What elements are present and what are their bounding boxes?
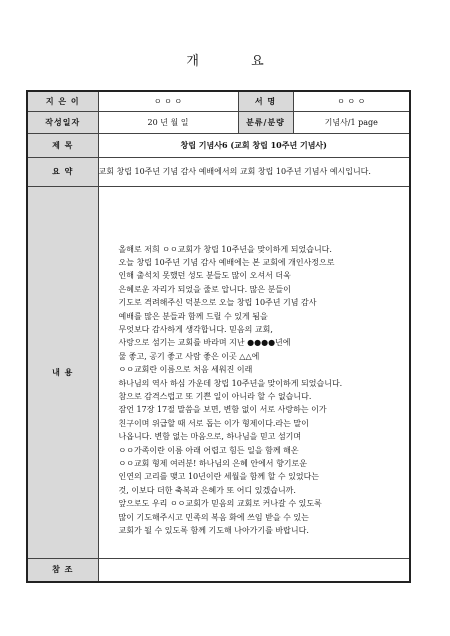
- content-text: [99, 207, 410, 538]
- content-line: 참으로 감격스럽고 또 기쁜 일이 아니라 할 수 없습니다.: [118, 392, 312, 401]
- content-line: 교회가 될 수 있도록 함께 기도해 나아가기를 바랍니다.: [118, 526, 309, 536]
- book-title-value: ㅇ ㅇ ㅇ: [293, 91, 410, 111]
- content-body: [98, 186, 410, 558]
- reference-label: 참 조: [27, 558, 98, 582]
- subject-row: [27, 133, 410, 157]
- content-line: ㅇㅇ교회란 이름으로 처음 세워진 이래: [118, 365, 253, 375]
- content-line: ㅇㅇ가족이란 이름 아래 어렵고 힘든 일을 함께 해온: [118, 445, 299, 455]
- category-value: 기념사/1 page: [293, 111, 410, 133]
- author-value: ㅇ ㅇ ㅇ: [98, 91, 238, 111]
- content-line: 것, 이보다 더한 축복과 은혜가 또 어디 있겠습니까.: [118, 485, 296, 495]
- content-line: ㅇㅇ교회 형제 여러분! 하나님의 은혜 안에서 향기로운: [118, 459, 307, 469]
- date-value: 20 년 월 일: [98, 111, 238, 133]
- header-row-date: [27, 111, 410, 133]
- content-row: [27, 186, 410, 558]
- content-line: 기도로 격려해주신 덕분으로 오늘 창립 10주년 기념 감사: [118, 298, 317, 308]
- summary-row: [27, 157, 410, 186]
- category-label: 분류/분량: [238, 111, 293, 133]
- content-line: 잠언 17장 17절 말씀을 보면, 변함 없이 서로 사랑하는 이가: [118, 405, 327, 415]
- content-line: 나옵니다. 변함 없는 마음으로, 하나님을 믿고 섬기며: [118, 432, 302, 442]
- content-label: 내 용: [27, 186, 98, 558]
- content-line: 사랑으로 섬기는 교회를 바라며 지난 ●●●●년에: [118, 338, 291, 348]
- content-line: 은혜로운 자리가 되었을 줄로 압니다. 많은 분들이: [118, 284, 291, 294]
- subject-label: 제 목: [27, 133, 98, 157]
- reference-value: [98, 558, 410, 582]
- content-line: 인연의 고리를 맺고 10년이란 세월을 함께 할 수 있었다는: [118, 472, 320, 482]
- page-title: 개 요: [186, 54, 288, 69]
- summary-label: 요 약: [27, 157, 98, 186]
- content-line: 인해 출석치 못했던 성도 분들도 많이 오셔서 더욱: [118, 271, 291, 281]
- content-line: 예배를 많은 분들과 함께 드릴 수 있게 됨을: [118, 311, 268, 321]
- header-row-author: [27, 91, 410, 111]
- subject-value: 창립 기념사6 (교회 창립 10주년 기념사): [98, 133, 410, 157]
- content-line: 친구이며 위급할 때 서로 돕는 이가 형제이다.라는 말이: [118, 418, 309, 428]
- content-line: 오늘 창립 10주년 기념 감사 예배에는 본 교회에 개인사정으로: [118, 257, 335, 267]
- summary-value: 교회 창립 10주년 기념 감사 예배에서의 교회 창립 10주년 기념사 예시입니다.: [98, 157, 410, 186]
- date-label: 작성일자: [27, 111, 98, 133]
- book-title-label: 서 명: [238, 91, 293, 111]
- content-line: 하나님의 역사 하심 가운데 창립 10주년을 맞이하게 되었습니다.: [118, 378, 343, 388]
- content-line: 많이 기도해주시고 민족의 복음 화에 쓰임 받을 수 있는: [118, 512, 309, 522]
- document-summary-table: [26, 90, 411, 583]
- author-label: 지 은 이: [27, 91, 98, 111]
- content-line: 물 좋고, 공기 좋고 사람 좋은 이곳 △△에: [118, 351, 260, 361]
- content-line: 앞으로도 우리 ㅇㅇ교회가 믿음의 교회로 커나갈 수 있도록: [118, 499, 322, 509]
- content-line: 무엇보다 감사하게 생각합니다. 믿음의 교회,: [118, 324, 273, 334]
- reference-row: [27, 558, 410, 582]
- content-line: 올해로 저희 ㅇㅇ교회가 창립 10주년을 맞이하게 되었습니다.: [118, 244, 332, 254]
